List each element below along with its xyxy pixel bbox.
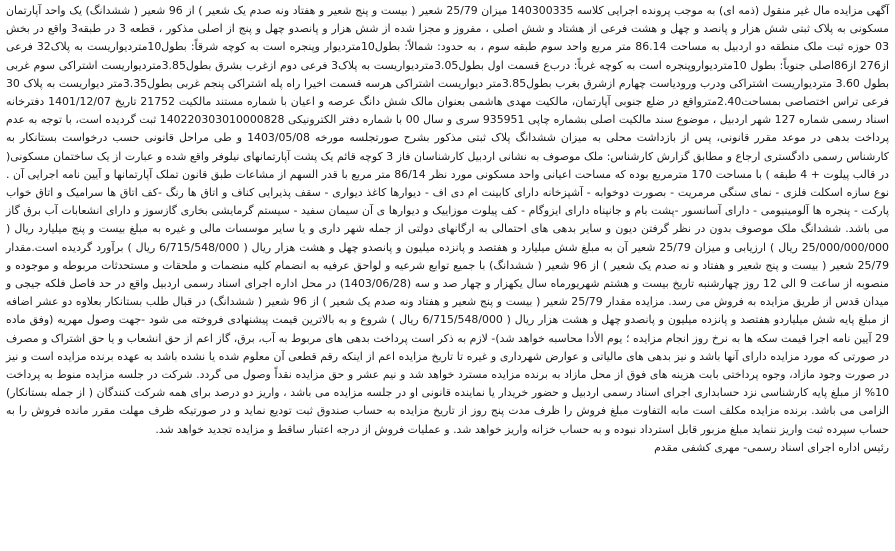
notice-signature: رئیس اداره اجرای اسناد رسمی- مهری کشفی مقدم	[654, 440, 889, 454]
notice-body: آگهی مزایده مال غیر منقول (ذمه ای) به موجب پرونده اجرایی کلاسه 140300335 میزان 25/79 شعیر ( بیست و پنج شعیر و هفتاد ونه صدم یک شعیر ) از 96 شعیر ( ششدانگ) یک واحد آپارتمان مسکونی به پلاک ثبتی شش هزار و پانصد و چهل و هشت فرعی از هشتاد و شش اصلی ، مفروز و مجزا شده از شش هزار و پانصدو چهل و پنج از اصلی مذکور ، قطعه 3 در طبقه3 واقع در بخش 03 حوزه ثبت ملک منطقه دو اردبیل به مساحت 86.14 متر مربع واحد سوم طبقه سوم ، به حدود: شمالاً: بطول10متردیوار وپنجره است به کوچه شرقاً: بطول10متردیواریست به پلاک32 فرعی از276 از86اصلی جنوباً: بطول 10متردیواروپنجره است به کوچه غرباً: درب‌ع قسمت اول بطول3.05متردیواریست به پلاک3 فرعی دوم ازغرب بشرق بطول3.85متردیواریست اشتراکی سوم غربی بطول 3.60 متردیواریست اشتراکی ودرب ورودیاست چهارم ازشرق بغرب بطول3.85متر دیواریست اشتراکی هرسه قسمت اخیرا راه پله اشتراکی پنجم غربی بطول3.35متر دیواریست به پلاک 30 فرعی تراس اختصاصی بمساحت2.40مترواقع در ضلع جنوبی آپارتمان، مالکیت مهدی هاشمی بعنوان مالک شش دانگ عرصه و اعیان با شماره مستند مالکیت 21752 تاریخ 1401/12/07 دفترخانه اسناد رسمی شماره 127 شهر اردبیل ، موضوع سند مالکیت اصلی بشماره چاپی 935951 سری و سال 00 با شماره دفتر الکترونیکی 140220303010000828 ثبت گردیده است، با توجه به عدم پرداخت بدهی در موعد مقرر قانونی، پس از بازداشت محلی به میزان ششدانگ پلاک ثبتی مذکور بشرح صورتجلسه مورخه 1403/05/08 و طی مراحل قانونی حسب درخواست بستانکار به کارشناس رسمی دادگستری ارجاع و مطابق گزارش کارشناس: ملک موصوف به نشانی اردبیل کارشناسان فاز 3 کوچه قائم یک پشت آپارتمانهای نیلوفر واقع شده و عبارت از یک ساختمان مسکونی( در قالب پیلوت + 4 طبقه ) با مساحت 170 مترمربع بوده که مساحت اعیانی واحد مسکونی مورد نظر 86/14 متر مربع با قدر السهم از مشاعات طبق قانون تملک آپارتمانها و آیین نامه اجرایی آن . نوع سازه اسکلت فلزی - نمای سنگی مرمریت - بصورت دوخوابه - آشپزخانه دارای کابینت ام دی اف - دیوارها کاغذ دیواری - سقف پذیرایی کناف و اتاق ها رنگ -کف اتاق ها سرامیک و اتاق خواب پارکت - پنجره ها آلومینیومی - دارای آسانسور -پشت بام و جانپناه دارای ایزوگام - کف پیلوت موزاییک و دیوارها ی آن سیمان سفید - سیستم گرمایشی بخاری گازسوز و دارای انشعابات آب برق گاز می باشد. ششدانگ ملک موصوف بدون در نظر گرفتن دیون و سایر بدهی های احتمالی به ارگانهای دولتی از جمله شهر داری و یا سایر موسسات مالی و غیره به مبلغ بیست و پنج میلیارد ریال ( 25/000/000/000 ریال ) ارزیابی و میزان 25/79 شعیر آن به مبلغ شش میلیارد و هفتصد و پانزده میلیون و پانصدو چهل و هشت هزار ریال ( 6/715/548/000 ریال ) برآورد گردیده است.مقدار 25/79 شعیر ( بیست و پنج شعیر و هفتاد و نه صدم یک شعیر ) از 96 شعیر ( ششدانگ) با جمیع توابع شرعیه و لواحق عرفیه به انضمام کلیه منضمات و ملحقات و مستحدثات مربوطه و موجوده و منصوبه از ساعت 9 الی 12 روز چهارشنبه تاریخ بیست و هشتم شهریورماه سال یکهزار و چهار صد و سه (1403/06/28) در محل اداره اجرای اسناد رسمی اردبیل واقع در حد فاصل فلکه جیجی و میدان قدس از طریق مزایده به فروش می رسد. مزایده مقدار 25/79 شعیر ( بیست و پنج شعیر و هفتاد ونه صدم یک شعیر ) از 96 شعیر ( ششدانگ) در قبال طلب بستانکار بعلاوه دو عشر اضافه از مبلغ پایه شش میلیاردو هفتصد و پانزده میلیون و پانصدو چهل و هشت هزار ریال ( 6/715/548/000 ریال ) شروع و به بالاترین قیمت پیشنهادی فروخته می شود -جهت وصول مهریه (وفق ماده 29 آیین نامه اجرا قیمت سکه ها به نرخ روز انجام مزایده ؛ یوم الأدا محاسبه خواهد شد)- لازم به ذکر است پرداخت بدهی های مربوط به آب، برق، گاز اعم از حق انشعاب و یا حق اشتراک و مصرف در صورتی که مورد مزایده دارای آنها باشد و نیز بدهی های مالیاتی و عوارض شهرداری و غیره تا تاریخ مزایده اعم از اینکه رقم قطعی آن معلوم شده یا نشده باشد به عهده برنده مزایده است و نیز در صورت وجود مازاد، وجوه پرداختی بابت هزینه های فوق از محل مازاد به برنده مزایده مسترد خواهد شد و نیم عشر و حق مزایده نقداً وصول می گردد. شرکت در جلسه مزایده منوط به پرداخت 10% از مبلغ پایه کارشناسی نزد حسابداری اجرای اسناد رسمی اردبیل و حضور خریدار یا نماینده قانونی او در جلسه مزایده می باشد ، واریز دو درصد برای همه شرکت کنندگان ( از جمله بستانکار) الزامی می باشد. برنده مزایده مکلف است مابه التفاوت مبلغ فروش را ظرف مدت پنج روز از تاریخ مزایده به حساب صندوق ثبت تودیع نماید و در صورتیکه ظرف مهلت مقرر مانده فروش را به حساب سپرده ثبت واریز ننماید مبلغ مزبور قابل استرداد نبوده و به حساب خزانه واریز خواهد شد. و عملیات فروش از درجه اعتبار ساقط و مزایده تجدید خواهد شد.	[6, 4, 890, 436]
